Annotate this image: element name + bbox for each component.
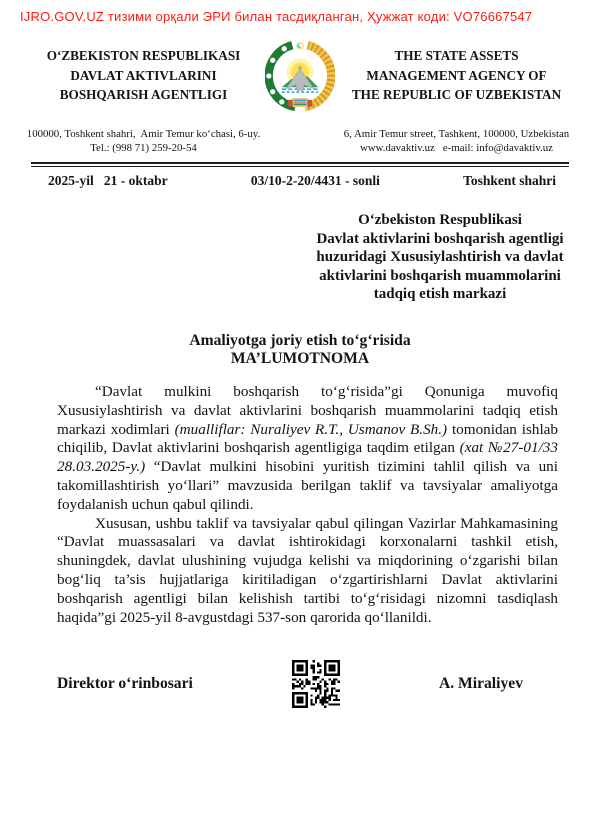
qr-code <box>292 660 340 708</box>
recipient-line: O‘zbekiston Respublikasi <box>358 212 522 228</box>
p1-authors-italic: (mualliflar: Nuraliyev R.T., Usmanov B.Sh.) <box>174 420 448 438</box>
address-en-line: 6, Amir Temur street, Tashkent, 100000, Uzbekistan <box>343 128 570 140</box>
recipient-block <box>290 211 590 304</box>
header-rule <box>31 162 569 167</box>
org-name-en-line: MANAGEMENT AGENCY OF <box>366 67 547 83</box>
org-name-uz <box>22 37 265 114</box>
letter-date: 2025-yil 21 - oktabr <box>48 173 168 188</box>
letter-number: 03/10-2-20/4431 - sonli <box>250 173 380 188</box>
address-uz-line: Tel.: (998 71) 259-20-54 <box>90 141 197 154</box>
letterhead-right-column <box>335 37 578 155</box>
recipient-line: huzuridagi Xususiylashtirish va davlat <box>316 249 564 266</box>
body-paragraph-1 <box>57 383 558 515</box>
dateline <box>48 173 556 189</box>
body-paragraph-2: Xususan, ushbu taklif va tavsiyalar qabul qilingan Vazirlar Mahkamasining “Davlat muassasalari va davlat ishtirokidagi korxonalarni tashkil etish, shuningdek, davlat ulushining vujudga kelishi va miqdorining o‘zgarishi bilan bog‘liq ta’sis hujjatlariga kiritiladigan o‘zgartirishlarni Davlat aktivlarini boshqarish agentligi bilan kelishish tartibi to‘g‘risidagi nizomni tasdiqlash haqida”gi 2025-yil 8-avgustdagi 537-son qarorida qo‘llanildi. <box>57 514 558 626</box>
org-name-en-line: THE REPUBLIC OF UZBEKISTAN <box>351 87 562 102</box>
esign-banner: IJRO.GOV.UZ тизими орқали ЭРИ билан тасдиқланган, Ҳужжат коди: VO76667547 <box>20 9 533 24</box>
uzbekistan-state-emblem-icon <box>265 33 335 119</box>
letterhead <box>0 24 600 155</box>
org-name-en-line: THE STATE ASSETS <box>394 48 519 63</box>
p1-seg1: “Davlat mulkini boshqarish to‘g‘risida”gi Qonuniga muvofiq Xususiylashtirish va davlat aktivlarini boshqarish muammolarini tadqiq etish markazi xodimlari <box>57 382 558 438</box>
org-name-uz-line: BOSHQARISH AGENTLIGI <box>59 87 228 102</box>
signer-role: Direktor o‘rinbosari <box>57 675 193 693</box>
emblem-container <box>265 37 335 119</box>
signature-row <box>57 660 523 708</box>
document-title <box>0 332 600 369</box>
address-en <box>335 128 578 155</box>
recipient-line: tadqiq etish markazi <box>373 286 507 303</box>
org-name-uz-line: O‘ZBEKISTON RESPUBLIKASI <box>46 48 241 63</box>
document-body <box>57 383 558 627</box>
recipient-line: Davlat aktivlarini boshqarish agentligi <box>316 230 564 247</box>
signer-name: A. Miraliyev <box>438 675 523 693</box>
doc-subtitle: Amaliyotga joriy etish to‘g‘risida <box>189 331 411 349</box>
address-uz-line: 100000, Toshkent shahri, Amir Temur ko‘chasi, 6-uy. <box>26 128 261 140</box>
address-uz <box>22 128 265 155</box>
org-name-uz-line: DAVLAT AKTIVLARINI <box>70 67 217 83</box>
p1-letter-ref-italic: (xat №27-01/33 28.03.2025-y.) <box>57 439 558 476</box>
address-en-line: www.davaktiv.uz e-mail: info@davaktiv.uz <box>360 141 553 154</box>
recipient-line: aktivlarini boshqarish muammolarini <box>319 267 561 284</box>
org-name-en <box>335 37 578 114</box>
p1-seg3: tomonidan ishlab chiqilib, Davlat aktivlarini boshqarish agentligiga taqdim etilgan <box>57 420 559 457</box>
p1-seg5: “Davlat mulkini hisobini yuritish tizimini tahlil qilish va uni takomillashtirish yo‘llari” mavzusida berilgan taklif va tavsiyalar amaliyotga foydalanish uchun qabul qilindi. <box>57 458 558 513</box>
doc-title-main: MA’LUMOTNOMA <box>230 350 370 368</box>
letterhead-left-column <box>22 37 265 155</box>
letter-city: Toshkent shahri <box>463 173 556 188</box>
